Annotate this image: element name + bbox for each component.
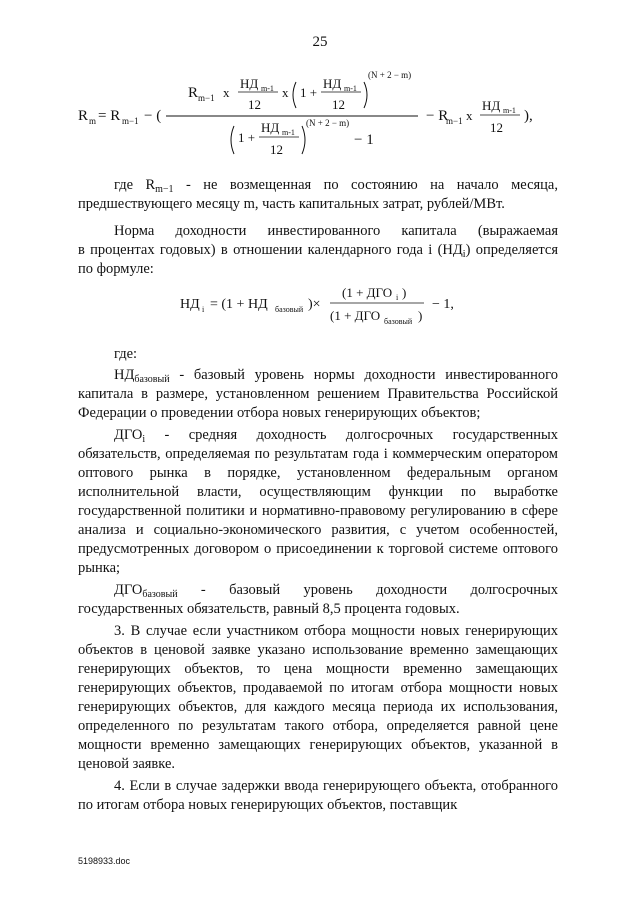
f1-tail-12: 12 [490, 120, 503, 135]
f1-num-exp: (N + 2 − m) [368, 70, 412, 80]
f2-eq: = (1 + НД [210, 297, 268, 312]
f2-lhs: НД [180, 297, 200, 312]
where-block-1 [78, 176, 558, 214]
f1-num-12: 12 [248, 97, 261, 112]
formula-return-rate [180, 280, 480, 330]
page-number: 25 [312, 34, 328, 50]
f1-num-nd2: НД [323, 76, 342, 91]
f1-num-x1: x [223, 85, 230, 100]
where-2: где: [114, 346, 138, 362]
f1-den-minus1: − 1 [354, 132, 374, 148]
f1-tail-r-sub: m−1 [446, 116, 463, 126]
f2-num-sub: i [396, 293, 399, 302]
formula-1-svg [78, 62, 558, 172]
f1-tail-minus-r: − R [426, 108, 449, 124]
norm-line-3: по формуле: [78, 261, 154, 277]
formula-2-svg [180, 280, 480, 330]
paragraph-norm [78, 222, 558, 279]
f1-lhs: R [78, 108, 89, 124]
f1-num-r-sub: m−1 [198, 93, 215, 103]
f1-num-r: R [188, 85, 199, 101]
item-3: 3. В случае если участником отбора мощности новых генерирующих объектов в ценовой заявке указано использование временно замещающих генерирующих объектов, то цена мощности временно замещающих генерирующих объектов, продаваемой по итогам отбора мощности новых генерирующих объектов, для каждого месяца периода их использования, определенного по результатам такого отбора, определяется равной цене мощности временно замещающих генерирующих объектов, указанной в ценовой заявке. [78, 623, 558, 772]
f2-bazov: базовый [275, 305, 304, 314]
f1-tail-close: ), [524, 108, 533, 124]
f2-lhs-sub: i [202, 305, 205, 314]
f1-num-nd: НД [240, 76, 259, 91]
f1-den-nd-sub: m-1 [282, 128, 295, 137]
item-4: 4. Если в случае задержки ввода генерирующего объекта, отобранного по итогам отбора новых генерирующих объектов, поставщик [78, 778, 558, 813]
definition-dgo-i: $ДГО_i$ - средняя доходность долгосрочных государственных обязательств, определяемая по результатам года i коммерческим оператором оптового рынка в порядке, установленном федеральным органом исполнительной власти, осуществляющим функции по выработке государственной политики и нормативно-правовому регулированию в сфере анализа и социально-экономического развития, с учетом особенностей, предусмотренных договором о присоединении к торговой системе оптового рынка; [78, 427, 558, 576]
f2-close-times: )× [308, 297, 321, 312]
norm-line-2: в процентах годовых) в отношении календарного года i $(НД_i)$ определяется [78, 242, 558, 260]
f1-num-oneplus: 1 + [300, 85, 318, 100]
f2-den-close: ) [418, 308, 423, 323]
f2-den-sub: базовый [384, 317, 413, 326]
f2-tail: − 1, [432, 297, 454, 312]
f1-tail-nd: НД [482, 98, 501, 113]
f2-num-close: ) [402, 285, 407, 300]
definition-dgo-base-line2: государственных обязательств, равный 8,5 процента годовых. [78, 601, 460, 617]
f1-den-oneplus: 1 + [238, 130, 256, 145]
f2-den: (1 + ДГО [330, 308, 381, 323]
f1-tail-nd-sub: m-1 [503, 106, 516, 115]
f1-den-nd: НД [261, 120, 280, 135]
f1-rm1-sub: m−1 [122, 116, 139, 126]
f1-den-12: 12 [270, 142, 283, 157]
f1-eq-r: = R [98, 108, 121, 124]
f2-num: (1 + ДГО [342, 285, 393, 300]
norm-line-1: Норма доходности инвестированного капитала (выражаемая [114, 223, 558, 239]
f1-tail-x: x [466, 108, 473, 123]
definition-dgo-base: $ДГО_{базовый}$ - базовый уровень доходности долгосрочных [114, 582, 558, 600]
f1-num-nd2-sub: m-1 [344, 84, 357, 93]
definitions-block [78, 345, 558, 815]
formula-capital-costs [78, 62, 558, 172]
definition-nd-base: $НД_{базовый}$ - базовый уровень нормы доходности инвестированного капитала в размере, установленном решением Правительства Российской Федерации о проведении отбора новых генерирующих объектов; [78, 367, 558, 421]
footer-filename: 5198933.doc [78, 856, 131, 866]
f1-num-x2: x [282, 85, 289, 100]
f1-num-nd-sub: m-1 [261, 84, 274, 93]
f1-den-exp: (N + 2 − m) [306, 118, 350, 128]
f1-lhs-sub: m [89, 116, 97, 126]
f1-minus-paren: − ( [144, 108, 162, 124]
f1-num-12b: 12 [332, 97, 345, 112]
where-rm1: где $R_{m-1}$ - не возмещенная по состоянию на начало месяца, предшествующего месяцу m, часть капитальных затрат, рублей/МВт. [78, 177, 558, 212]
